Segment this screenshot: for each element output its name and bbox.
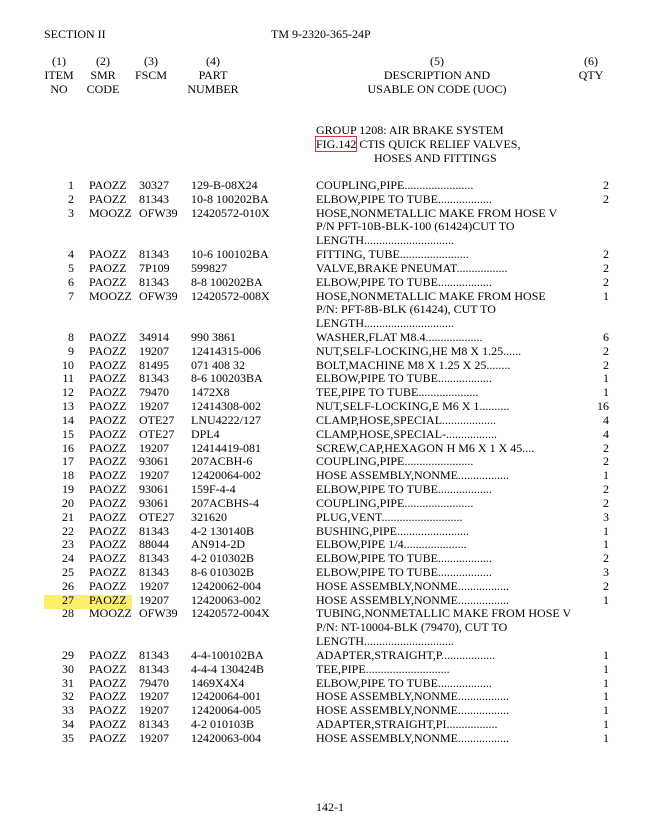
fscm-code: 19207 <box>139 689 169 704</box>
smr-code: PAOZZ <box>89 647 127 662</box>
description: TEE,PIPE............................ <box>316 661 450 676</box>
part-number: 12414315-006 <box>191 343 261 358</box>
table-row <box>0 262 652 276</box>
item-number: 9 <box>68 343 74 358</box>
part-number: 12420064-001 <box>191 689 261 704</box>
part-number: 990 3861 <box>191 330 236 345</box>
smr-code: PAOZZ <box>89 523 127 538</box>
smr-code: PAOZZ <box>89 274 127 289</box>
part-number: LNU4222/127 <box>191 412 261 427</box>
item-number: 21 <box>62 509 74 524</box>
fscm-code: 93061 <box>139 495 169 510</box>
fscm-code: 81343 <box>139 716 169 731</box>
fscm-code: 19207 <box>139 468 169 483</box>
figure-link[interactable]: FIG.142 <box>316 137 357 151</box>
part-number: 207ACBHS-4 <box>191 495 260 510</box>
part-number: 12420572-010X <box>191 205 270 220</box>
smr-code: PAOZZ <box>89 537 127 552</box>
smr-code: PAOZZ <box>89 191 127 206</box>
part-number: 12420064-005 <box>191 703 261 718</box>
section-label: SECTION II <box>44 27 106 41</box>
fscm-code: 30327 <box>139 178 169 192</box>
smr-code: MOOZZ <box>89 606 132 621</box>
description: HOSE ASSEMBLY,NONME................. <box>316 730 509 745</box>
part-number: 8-6 010302B <box>191 564 254 579</box>
item-number: 25 <box>62 564 74 579</box>
description: COUPLING,PIPE....................... <box>316 454 474 469</box>
description: HOSE,NONMETALLIC MAKE FROM HOSE <box>316 288 546 303</box>
table-row <box>0 428 652 442</box>
description: HOSE ASSEMBLY,NONME................. <box>316 689 509 704</box>
description: TUBING,NONMETALLIC MAKE FROM HOSE V <box>316 606 572 621</box>
column-header-c1-line3: NO <box>50 82 68 96</box>
table-row <box>0 732 652 746</box>
smr-code: PAOZZ <box>89 426 127 441</box>
quantity: 3 <box>603 509 609 524</box>
fscm-code: 81343 <box>139 661 169 676</box>
item-number: 24 <box>62 551 74 566</box>
table-row <box>0 511 652 525</box>
item-number: 27 <box>62 592 74 607</box>
quantity: 2 <box>603 440 609 455</box>
item-number: 11 <box>62 371 74 386</box>
group-title: GROUP 1208: AIR BRAKE SYSTEM <box>316 123 504 137</box>
part-number: 207ACBH-6 <box>191 454 253 469</box>
tm-number: TM 9-2320-365-24P <box>271 27 371 41</box>
fscm-code: OFW39 <box>139 205 178 220</box>
fscm-code: 19207 <box>139 703 169 718</box>
smr-code: PAOZZ <box>89 371 127 386</box>
table-row <box>0 276 652 290</box>
column-header-c1-line1: (1) <box>52 54 66 68</box>
item-number: 2 <box>68 191 74 206</box>
fscm-code: 19207 <box>139 730 169 745</box>
quantity: 1 <box>603 703 609 718</box>
fscm-code: 34914 <box>139 330 169 345</box>
item-number: 18 <box>62 468 74 483</box>
smr-code: PAOZZ <box>89 412 127 427</box>
table-row <box>0 345 652 359</box>
description: HOSE ASSEMBLY,NONME................. <box>316 578 509 593</box>
item-number: 35 <box>62 730 74 745</box>
table-row <box>0 193 652 207</box>
fscm-code: 93061 <box>139 454 169 469</box>
description: ADAPTER,STRAIGHT,PI................. <box>316 716 498 731</box>
description: TEE,PIPE TO TUBE.................... <box>316 385 479 400</box>
fscm-code: 81343 <box>139 647 169 662</box>
quantity: 2 <box>603 191 609 206</box>
part-number: 12420063-004 <box>191 730 261 745</box>
column-header-c2-line1: (2) <box>96 54 110 68</box>
part-number: 1472X8 <box>191 385 230 400</box>
quantity: 4 <box>603 412 609 427</box>
fscm-code: 19207 <box>139 578 169 593</box>
column-header-c3-line1: (3) <box>144 54 158 68</box>
item-number: 13 <box>62 399 74 414</box>
description: HOSE,NONMETALLIC MAKE FROM HOSE V <box>316 205 558 220</box>
smr-code: PAOZZ <box>89 564 127 579</box>
quantity: 2 <box>603 343 609 358</box>
fscm-code: 7P109 <box>139 260 170 275</box>
fscm-code: OFW39 <box>139 288 178 303</box>
description: NUT,SELF-LOCKING,E M6 X 1.......... <box>316 399 510 414</box>
part-number: 321620 <box>191 509 227 524</box>
item-number: 12 <box>62 385 74 400</box>
description: WASHER,FLAT M8.4................... <box>316 330 483 345</box>
quantity: 1 <box>603 371 609 386</box>
smr-code: MOOZZ <box>89 205 132 220</box>
description: HOSE ASSEMBLY,NONME................. <box>316 592 509 607</box>
fscm-code: 93061 <box>139 482 169 497</box>
description: ELBOW,PIPE TO TUBE.................. <box>316 675 492 690</box>
description: FITTING, TUBE....................... <box>316 247 469 262</box>
description: NUT,SELF-LOCKING,HE M8 X 1.25...... <box>316 343 522 358</box>
item-number: 22 <box>62 523 74 538</box>
fscm-code: 88044 <box>139 537 169 552</box>
item-number: 20 <box>62 495 74 510</box>
fscm-code: 19207 <box>139 343 169 358</box>
part-number: 12420062-004 <box>191 578 261 593</box>
item-number: 23 <box>62 537 74 552</box>
part-number: 10-6 100102BA <box>191 247 269 262</box>
part-number: 12414308-002 <box>191 399 261 414</box>
quantity: 1 <box>603 537 609 552</box>
column-header-c5-line3: USABLE ON CODE (UOC) <box>367 82 507 96</box>
quantity: 2 <box>603 357 609 372</box>
smr-code: PAOZZ <box>89 440 127 455</box>
quantity: 2 <box>603 454 609 469</box>
column-header-c4-line1: (4) <box>206 54 220 68</box>
table-row <box>0 497 652 511</box>
part-number: 129-B-08X24 <box>191 178 258 192</box>
smr-code: PAOZZ <box>89 178 127 192</box>
table-row-continuation <box>0 635 652 649</box>
description-continuation: P/N: PFT-8B-BLK (61424), CUT TO <box>316 302 496 317</box>
part-number: 10-8 100202BA <box>191 191 269 206</box>
item-number: 26 <box>62 578 74 593</box>
description: ELBOW,PIPE TO TUBE.................. <box>316 191 492 206</box>
description: SCREW,CAP,HEXAGON H M6 X 1 X 45.... <box>316 440 535 455</box>
smr-code: PAOZZ <box>89 716 127 731</box>
part-number: 12420064-002 <box>191 468 261 483</box>
column-header-c1-line2: ITEM <box>44 68 74 82</box>
smr-code: PAOZZ <box>89 689 127 704</box>
quantity: 2 <box>603 247 609 262</box>
column-header-c2-line2: SMR <box>90 68 116 82</box>
smr-code: PAOZZ <box>89 247 127 262</box>
quantity: 2 <box>603 495 609 510</box>
table-row <box>0 483 652 497</box>
fscm-code: OTE27 <box>139 509 175 524</box>
quantity: 2 <box>603 178 609 192</box>
fscm-code: 81495 <box>139 357 169 372</box>
smr-code: PAOZZ <box>89 661 127 676</box>
table-row <box>0 649 652 663</box>
quantity: 1 <box>603 716 609 731</box>
smr-code: PAOZZ <box>89 343 127 358</box>
smr-code: PAOZZ <box>89 592 127 607</box>
column-header-c5-line2: DESCRIPTION AND <box>383 68 491 82</box>
item-number: 28 <box>62 606 74 621</box>
description: ELBOW,PIPE TO TUBE.................. <box>316 551 492 566</box>
item-number: 10 <box>62 357 74 372</box>
description: ELBOW,PIPE TO TUBE.................. <box>316 482 492 497</box>
quantity: 2 <box>603 482 609 497</box>
table-row <box>0 414 652 428</box>
part-number: 599827 <box>191 260 227 275</box>
part-number: 071 408 32 <box>191 357 245 372</box>
quantity: 4 <box>603 426 609 441</box>
quantity: 2 <box>603 260 609 275</box>
quantity: 1 <box>603 385 609 400</box>
item-number: 31 <box>62 675 74 690</box>
smr-code: PAOZZ <box>89 454 127 469</box>
item-number: 29 <box>62 647 74 662</box>
column-header-c6-line1: (6) <box>584 54 598 68</box>
item-number: 5 <box>68 260 74 275</box>
smr-code: PAOZZ <box>89 578 127 593</box>
description: HOSE ASSEMBLY,NONME................. <box>316 468 509 483</box>
column-header-c3-line2: FSCM <box>134 68 168 82</box>
column-header-c6-line2: QTY <box>578 68 604 82</box>
quantity: 2 <box>603 551 609 566</box>
fscm-code: 19207 <box>139 440 169 455</box>
part-number: 12420063-002 <box>191 592 261 607</box>
smr-code: PAOZZ <box>89 330 127 345</box>
description: VALVE,BRAKE PNEUMAT................. <box>316 260 508 275</box>
part-number: 4-4-100102BA <box>191 647 264 662</box>
part-number: 4-2 010302B <box>191 551 254 566</box>
smr-code: PAOZZ <box>89 551 127 566</box>
part-number: 8-6 100203BA <box>191 371 263 386</box>
table-row <box>0 331 652 345</box>
part-number: 12414419-081 <box>191 440 261 455</box>
fscm-code: 81343 <box>139 523 169 538</box>
smr-code: MOOZZ <box>89 288 132 303</box>
fscm-code: 81343 <box>139 551 169 566</box>
description: HOSE ASSEMBLY,NONME................. <box>316 703 509 718</box>
fscm-code: OTE27 <box>139 412 175 427</box>
page-number: 142-1 <box>316 800 344 814</box>
part-number: 4-4-4 130424B <box>191 661 264 676</box>
column-header-c5-line1: (5) <box>430 54 444 68</box>
description: CLAMP,HOSE,SPECIAL.................. <box>316 412 497 427</box>
quantity: 2 <box>603 578 609 593</box>
table-row <box>0 718 652 732</box>
item-number: 4 <box>68 247 74 262</box>
description: BUSHING,PIPE........................ <box>316 523 470 538</box>
column-header-c2-line3: CODE <box>86 82 120 96</box>
item-number: 32 <box>62 689 74 704</box>
quantity: 1 <box>603 592 609 607</box>
description: PLUG,VENT........................... <box>316 509 463 524</box>
item-number: 33 <box>62 703 74 718</box>
description: CLAMP,HOSE,SPECIAL-................. <box>316 426 498 441</box>
table-row <box>0 566 652 580</box>
smr-code: PAOZZ <box>89 509 127 524</box>
part-number: 4-2 010103B <box>191 716 254 731</box>
quantity: 6 <box>603 330 609 345</box>
item-number: 3 <box>68 205 74 220</box>
smr-code: PAOZZ <box>89 703 127 718</box>
quantity: 2 <box>603 274 609 289</box>
table-row <box>0 248 652 262</box>
column-header-c4-line3: NUMBER <box>187 82 239 96</box>
fscm-code: 81343 <box>139 371 169 386</box>
fscm-code: 79470 <box>139 675 169 690</box>
table-row <box>0 580 652 594</box>
item-number: 19 <box>62 482 74 497</box>
quantity: 1 <box>603 647 609 662</box>
description-continuation: LENGTH.............................. <box>316 316 454 331</box>
table-row <box>0 179 652 193</box>
item-number: 14 <box>62 412 74 427</box>
item-number: 30 <box>62 661 74 676</box>
smr-code: PAOZZ <box>89 357 127 372</box>
description: ELBOW,PIPE TO TUBE.................. <box>316 371 492 386</box>
smr-code: PAOZZ <box>89 482 127 497</box>
description-continuation: LENGTH.............................. <box>316 634 454 649</box>
item-number: 15 <box>62 426 74 441</box>
quantity: 3 <box>603 564 609 579</box>
fscm-code: 81343 <box>139 191 169 206</box>
quantity: 16 <box>597 399 609 414</box>
description: ADAPTER,STRAIGHT,P.................. <box>316 647 496 662</box>
item-number: 6 <box>68 274 74 289</box>
part-number: 159F-4-4 <box>191 482 236 497</box>
smr-code: PAOZZ <box>89 730 127 745</box>
item-number: 8 <box>68 330 74 345</box>
smr-code: PAOZZ <box>89 495 127 510</box>
fscm-code: OFW39 <box>139 606 178 621</box>
fscm-code: 81343 <box>139 564 169 579</box>
part-number: 8-8 100202BA <box>191 274 263 289</box>
description: ELBOW,PIPE 1/4..................... <box>316 537 467 552</box>
description: BOLT,MACHINE M8 X 1.25 X 25........ <box>316 357 511 372</box>
quantity: 1 <box>603 730 609 745</box>
quantity: 1 <box>603 675 609 690</box>
description-continuation: P/N: NT-10004-BLK (79470), CUT TO <box>316 620 508 635</box>
description: ELBOW,PIPE TO TUBE.................. <box>316 274 492 289</box>
part-number: 12420572-008X <box>191 288 270 303</box>
description: ELBOW,PIPE TO TUBE.................. <box>316 564 492 579</box>
figure-title: CTIS QUICK RELIEF VALVES, <box>356 137 521 151</box>
fscm-code: 81343 <box>139 247 169 262</box>
part-number: DPL4 <box>191 426 220 441</box>
description: COUPLING,PIPE....................... <box>316 178 474 192</box>
item-number: 1 <box>68 178 74 192</box>
smr-code: PAOZZ <box>89 399 127 414</box>
description: COUPLING,PIPE....................... <box>316 495 474 510</box>
description-continuation: P/N PFT-10B-BLK-100 (61424)CUT TO <box>316 219 515 234</box>
smr-code: PAOZZ <box>89 675 127 690</box>
item-number: 17 <box>62 454 74 469</box>
quantity: 1 <box>603 468 609 483</box>
table-row <box>0 400 652 414</box>
fscm-code: OTE27 <box>139 426 175 441</box>
fscm-code: 79470 <box>139 385 169 400</box>
smr-code: PAOZZ <box>89 385 127 400</box>
column-header-c4-line2: PART <box>198 68 228 82</box>
fscm-code: 19207 <box>139 592 169 607</box>
item-number: 7 <box>68 288 74 303</box>
fscm-code: 19207 <box>139 399 169 414</box>
figure-subtitle: HOSES AND FITTINGS <box>374 151 497 165</box>
figure-line <box>316 138 520 152</box>
quantity: 1 <box>603 288 609 303</box>
table-row <box>0 663 652 677</box>
description-continuation: LENGTH.............................. <box>316 233 454 248</box>
item-number: 16 <box>62 440 74 455</box>
fscm-code: 81343 <box>139 274 169 289</box>
quantity: 1 <box>603 661 609 676</box>
smr-code: PAOZZ <box>89 260 127 275</box>
quantity: 1 <box>603 523 609 538</box>
item-number: 34 <box>62 716 74 731</box>
part-number: 12420572-004X <box>191 606 270 621</box>
part-number: 1469X4X4 <box>191 675 245 690</box>
smr-code: PAOZZ <box>89 468 127 483</box>
quantity: 1 <box>603 689 609 704</box>
part-number: AN914-2D <box>191 537 245 552</box>
part-number: 4-2 130140B <box>191 523 254 538</box>
